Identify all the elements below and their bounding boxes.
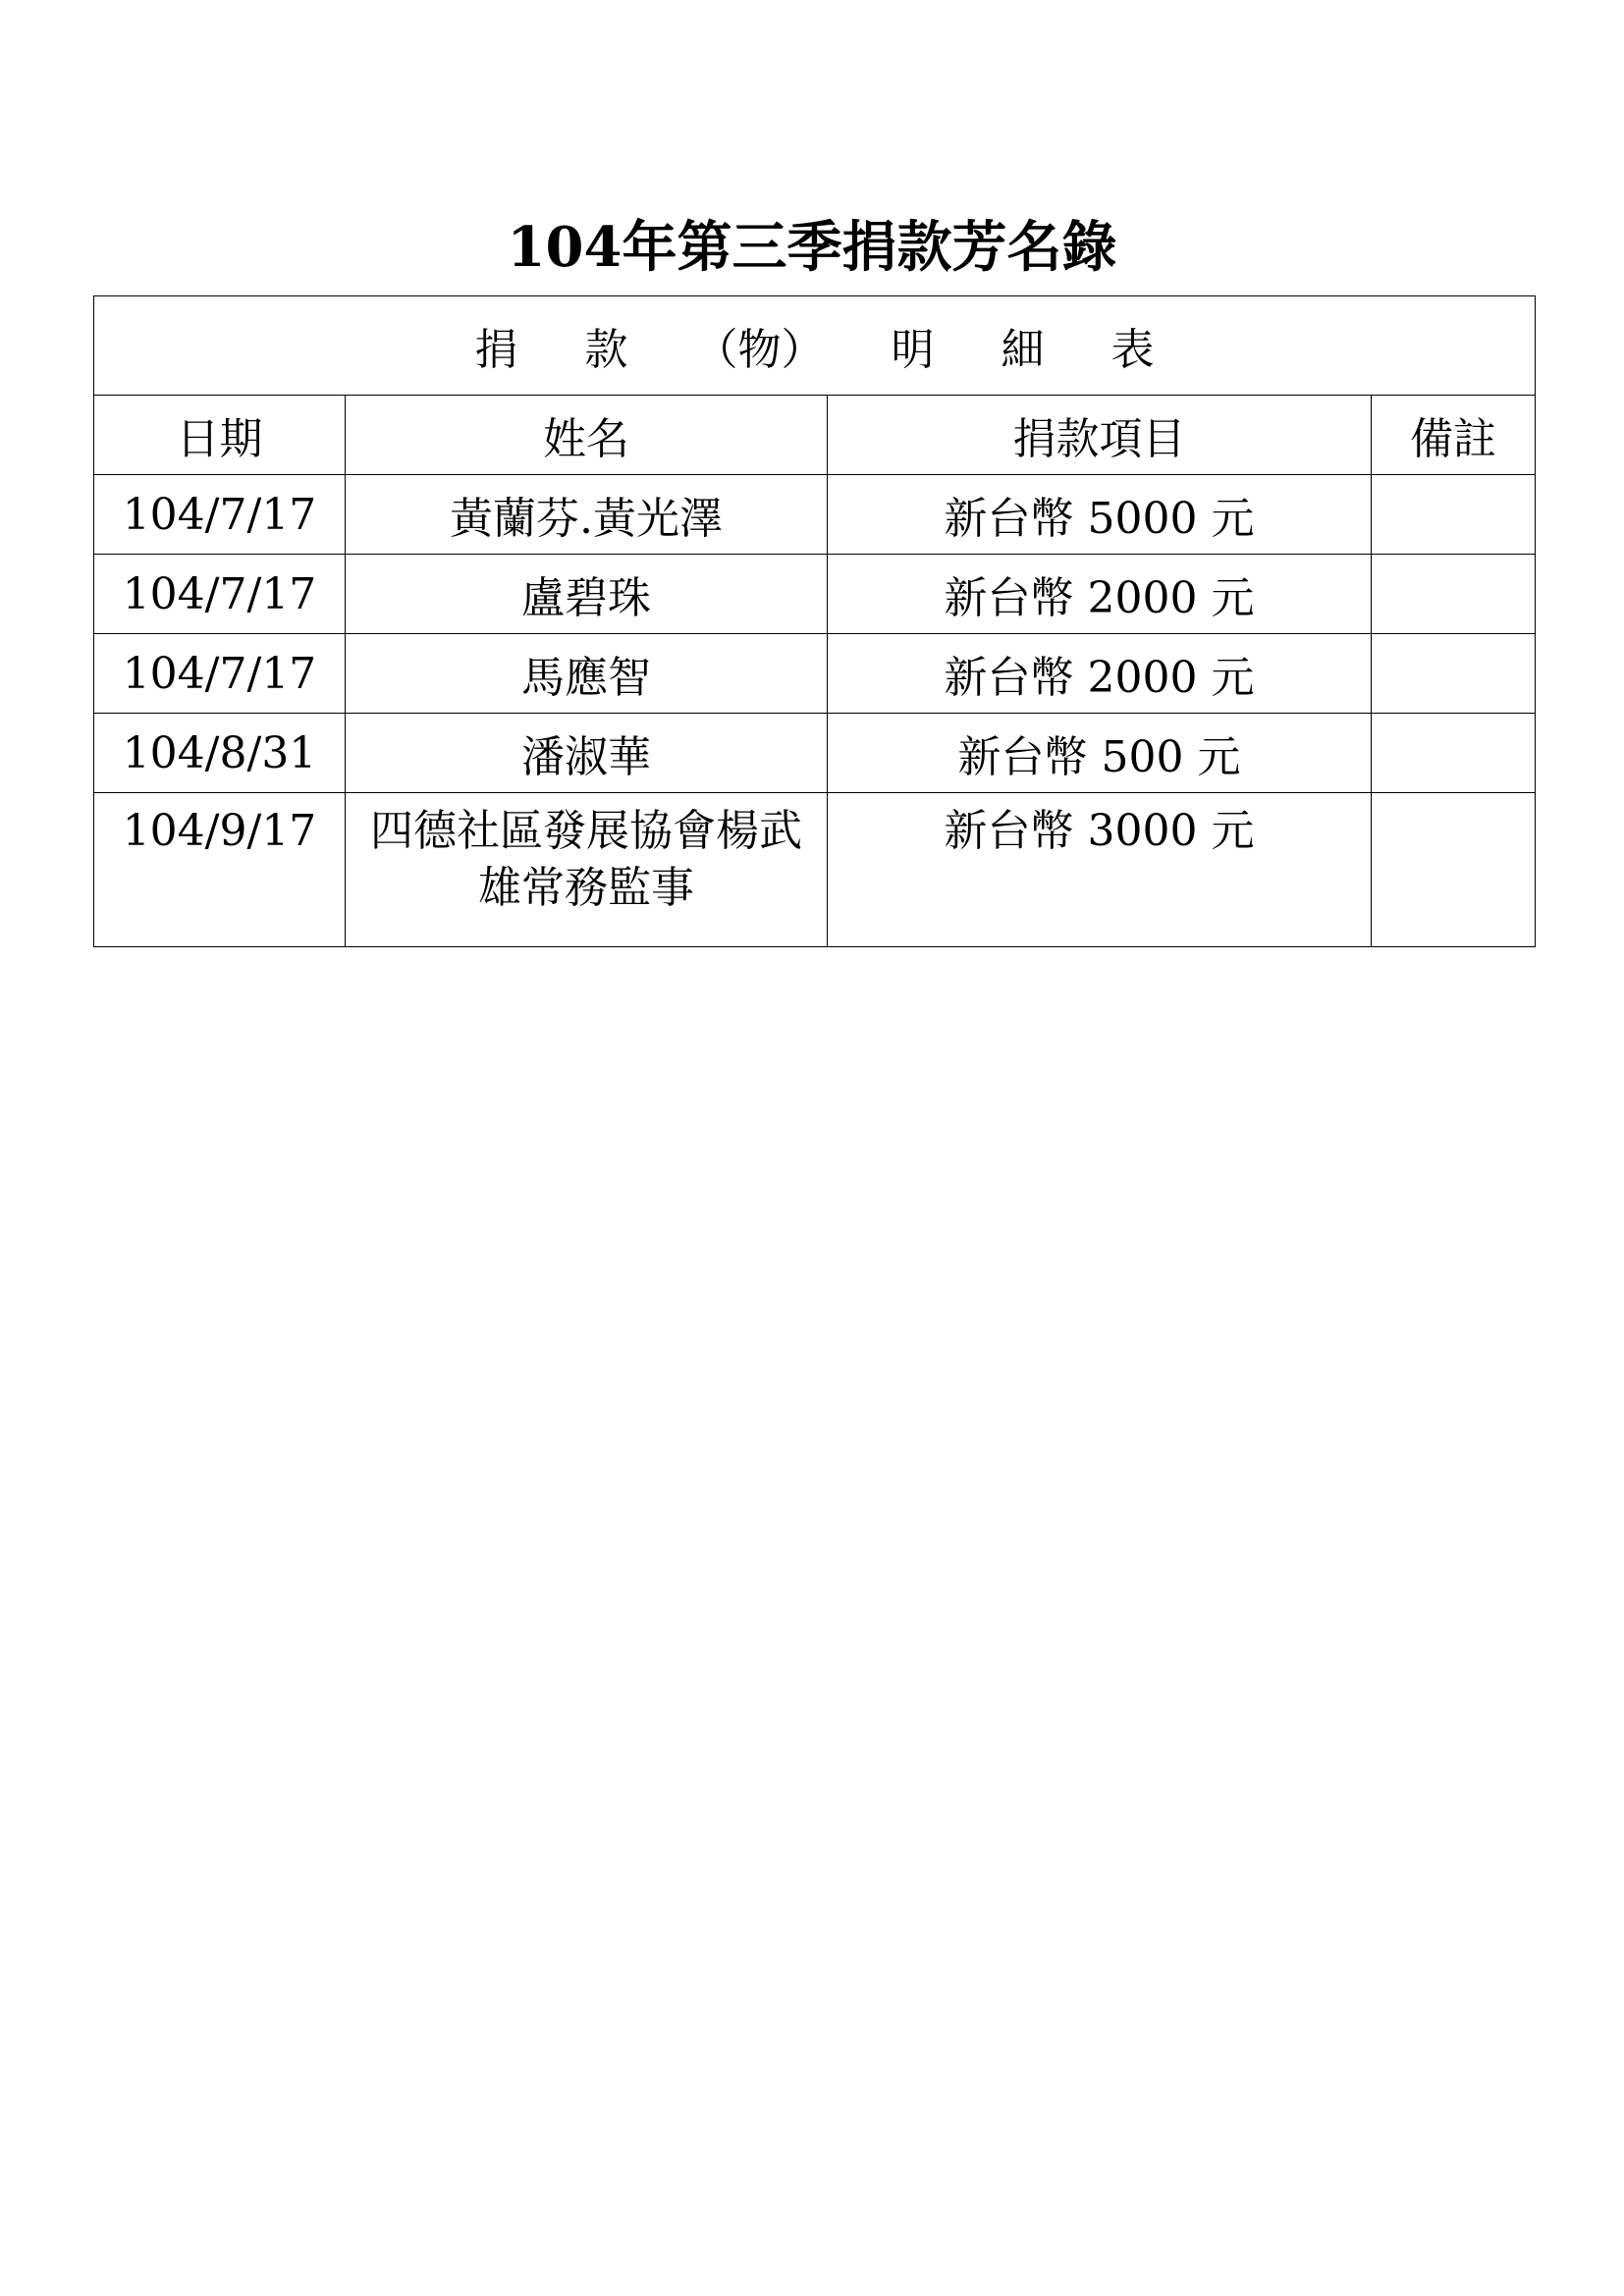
date-cell: 104/7/17	[94, 634, 346, 714]
table-row	[94, 475, 1536, 555]
column-header-name: 姓名	[346, 396, 828, 475]
note-cell	[1372, 475, 1536, 555]
date-cell: 104/9/17	[94, 793, 346, 947]
donation-table	[93, 295, 1536, 947]
item-cell: 新台幣 500 元	[828, 714, 1372, 793]
table-caption-row	[94, 296, 1536, 396]
item-cell: 新台幣 5000 元	[828, 475, 1372, 555]
column-header-note: 備註	[1372, 396, 1536, 475]
date-cell: 104/8/31	[94, 714, 346, 793]
page-title: 104年第三季捐款芳名錄	[507, 215, 1117, 280]
table-row	[94, 555, 1536, 634]
table-header-row	[94, 396, 1536, 475]
table-row	[94, 634, 1536, 714]
caption-char: 款	[584, 325, 628, 375]
name-cell: 馬應智	[346, 634, 828, 714]
note-cell	[1372, 634, 1536, 714]
column-header-date: 日期	[94, 396, 346, 475]
caption-char: 表	[1110, 325, 1155, 375]
table-caption	[94, 296, 1536, 396]
item-cell: 新台幣 2000 元	[828, 634, 1372, 714]
note-cell	[1372, 793, 1536, 947]
note-cell	[1372, 555, 1536, 634]
name-cell: 潘淑華	[346, 714, 828, 793]
item-cell: 新台幣 2000 元	[828, 555, 1372, 634]
caption-char: （物）	[694, 325, 825, 375]
name-cell: 盧碧珠	[346, 555, 828, 634]
table-row	[94, 793, 1536, 947]
note-cell	[1372, 714, 1536, 793]
date-cell: 104/7/17	[94, 555, 346, 634]
caption-char: 細	[1001, 325, 1045, 375]
item-cell: 新台幣 3000 元	[828, 793, 1372, 947]
caption-char: 捐	[474, 325, 518, 375]
column-header-item: 捐款項目	[828, 396, 1372, 475]
name-cell: 四德社區發展協會楊武雄常務監事	[346, 793, 828, 947]
table-row	[94, 714, 1536, 793]
caption-char: 明	[891, 325, 935, 375]
date-cell: 104/7/17	[94, 475, 346, 555]
name-cell: 黃蘭芬.黃光澤	[346, 475, 828, 555]
